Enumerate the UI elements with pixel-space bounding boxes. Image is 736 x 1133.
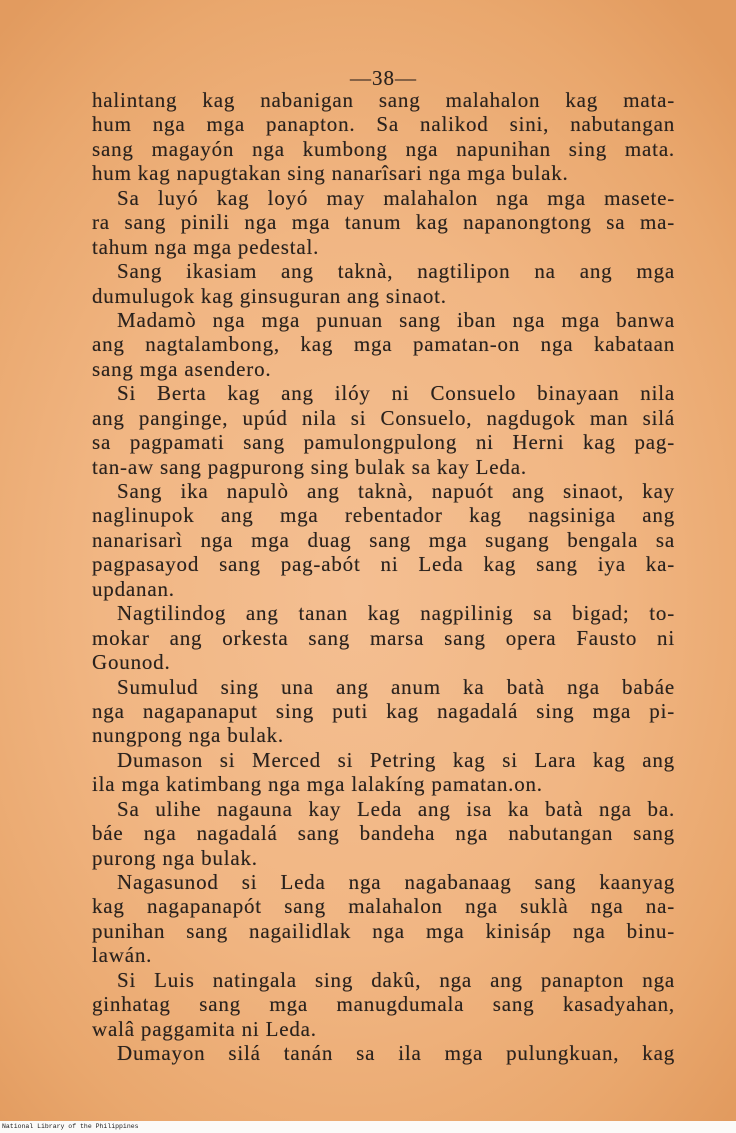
paragraph: [92, 259, 675, 308]
text-line: punihan sang nagailidlak nga mga kinisáp nga binu-: [92, 918, 675, 943]
text-line: updanan.: [92, 576, 175, 601]
body-text: [92, 88, 675, 1066]
text-line: Gounod.: [92, 650, 171, 675]
paragraph: [92, 748, 675, 797]
text-line: Si Berta kag ang ilóy ni Consuelo binayaan nila: [117, 381, 675, 406]
text-line: sang magayón nga kumbong nga napunihan sing mata.: [92, 136, 675, 161]
text-line: walâ paggamita ni Leda.: [92, 1016, 317, 1041]
paragraph: [92, 186, 675, 259]
text-line: sa pagpamati sang pamulongpulong ni Herni kag pag-: [92, 430, 675, 455]
paragraph: [92, 308, 675, 381]
text-line: tan-aw sang pagpurong sing bulak sa kay Leda.: [92, 454, 527, 479]
paragraph: [92, 381, 675, 479]
text-line: Sang ika napulò ang taknà, napuót ang sinaot, kay: [117, 479, 675, 503]
text-line: Sang ikasiam ang taknà, nagtilipon na ang mga: [117, 259, 675, 284]
paragraph: [92, 870, 675, 968]
text-line: lawán.: [92, 943, 153, 968]
text-line: ra sang pinili nga mga tanum kag napanongtong sa ma-: [92, 210, 675, 235]
paragraph: [92, 479, 675, 601]
text-line: pagpasayod sang pag-abót ni Leda kag sang iya ka-: [92, 552, 675, 577]
page-number: —38—: [350, 66, 417, 90]
text-line: hum kag napugtakan sing nanarîsari nga mga bulak.: [92, 161, 569, 186]
paragraph: [92, 601, 675, 674]
text-line: ang nagtalambong, kag mga pamatan-on nga kabataan: [92, 332, 675, 357]
text-line: naglinupok ang mga rebentador kag nagsiniga ang: [92, 503, 675, 528]
text-line: Nagtilindog ang tanan kag nagpilinig sa bigad; to-: [117, 601, 675, 626]
text-line: Dumayon silá tanán sa ila mga pulungkuan, kag: [117, 1041, 675, 1066]
text-line: Nagasunod si Leda nga nagabanaag sang kaanyag: [117, 870, 675, 894]
text-line: nga nagapanaput sing puti kag nagadalá sing mga pi-: [92, 698, 675, 723]
text-line: báe nga nagadalá sang bandeha nga nabutangan sang: [92, 821, 675, 846]
text-line: purong nga bulak.: [92, 845, 258, 870]
text-line: Si Luis natingala sing dakû, nga ang panapton nga: [117, 967, 675, 992]
text-line: hum nga mga panapton. Sa nalikod sini, nabutangan: [92, 112, 675, 137]
text-line: Dumason si Merced si Petring kag si Lara kag ang: [117, 747, 675, 772]
text-line: Sa luyó kag loyó may malahalon nga mga masete-: [117, 185, 675, 210]
text-line: Sumulud sing una ang anum ka batà nga babáe: [117, 674, 675, 699]
paragraph: [92, 797, 675, 870]
text-line: Sa ulihe nagauna kay Leda ang isa ka batà nga ba.: [117, 796, 675, 821]
paragraph: [92, 1041, 675, 1065]
text-line: Madamò nga mga punuan sang iban nga mga banwa: [117, 307, 675, 332]
text-line: nanarisarì nga mga duag sang mga sugang bengala sa: [92, 527, 675, 552]
paragraph: [92, 88, 675, 186]
text-line: kag nagapanapót sang malahalon nga suklà nga na-: [92, 894, 675, 919]
paragraph: [92, 675, 675, 748]
text-line: ang panginge, upúd nila si Consuelo, nagdugok man silá: [92, 405, 675, 430]
text-line: halintang kag nabanigan sang malahalon kag mata-: [92, 88, 675, 112]
text-line: sang mga asendero.: [92, 356, 272, 381]
library-credit: National Library of the Philippines: [2, 1123, 139, 1130]
text-line: mokar ang orkesta sang marsa sang opera Fausto ni: [92, 625, 675, 650]
text-line: ginhatag sang mga manugdumala sang kasadyahan,: [92, 992, 675, 1017]
footer-strip: [0, 1121, 736, 1133]
text-line: dumulugok kag ginsuguran ang sinaot.: [92, 283, 447, 308]
paragraph: [92, 968, 675, 1041]
text-line: nungpong nga bulak.: [92, 723, 284, 748]
text-line: ila mga katimbang nga mga lalakíng pamatan.on.: [92, 772, 543, 797]
text-line: tahum nga mga pedestal.: [92, 234, 320, 259]
